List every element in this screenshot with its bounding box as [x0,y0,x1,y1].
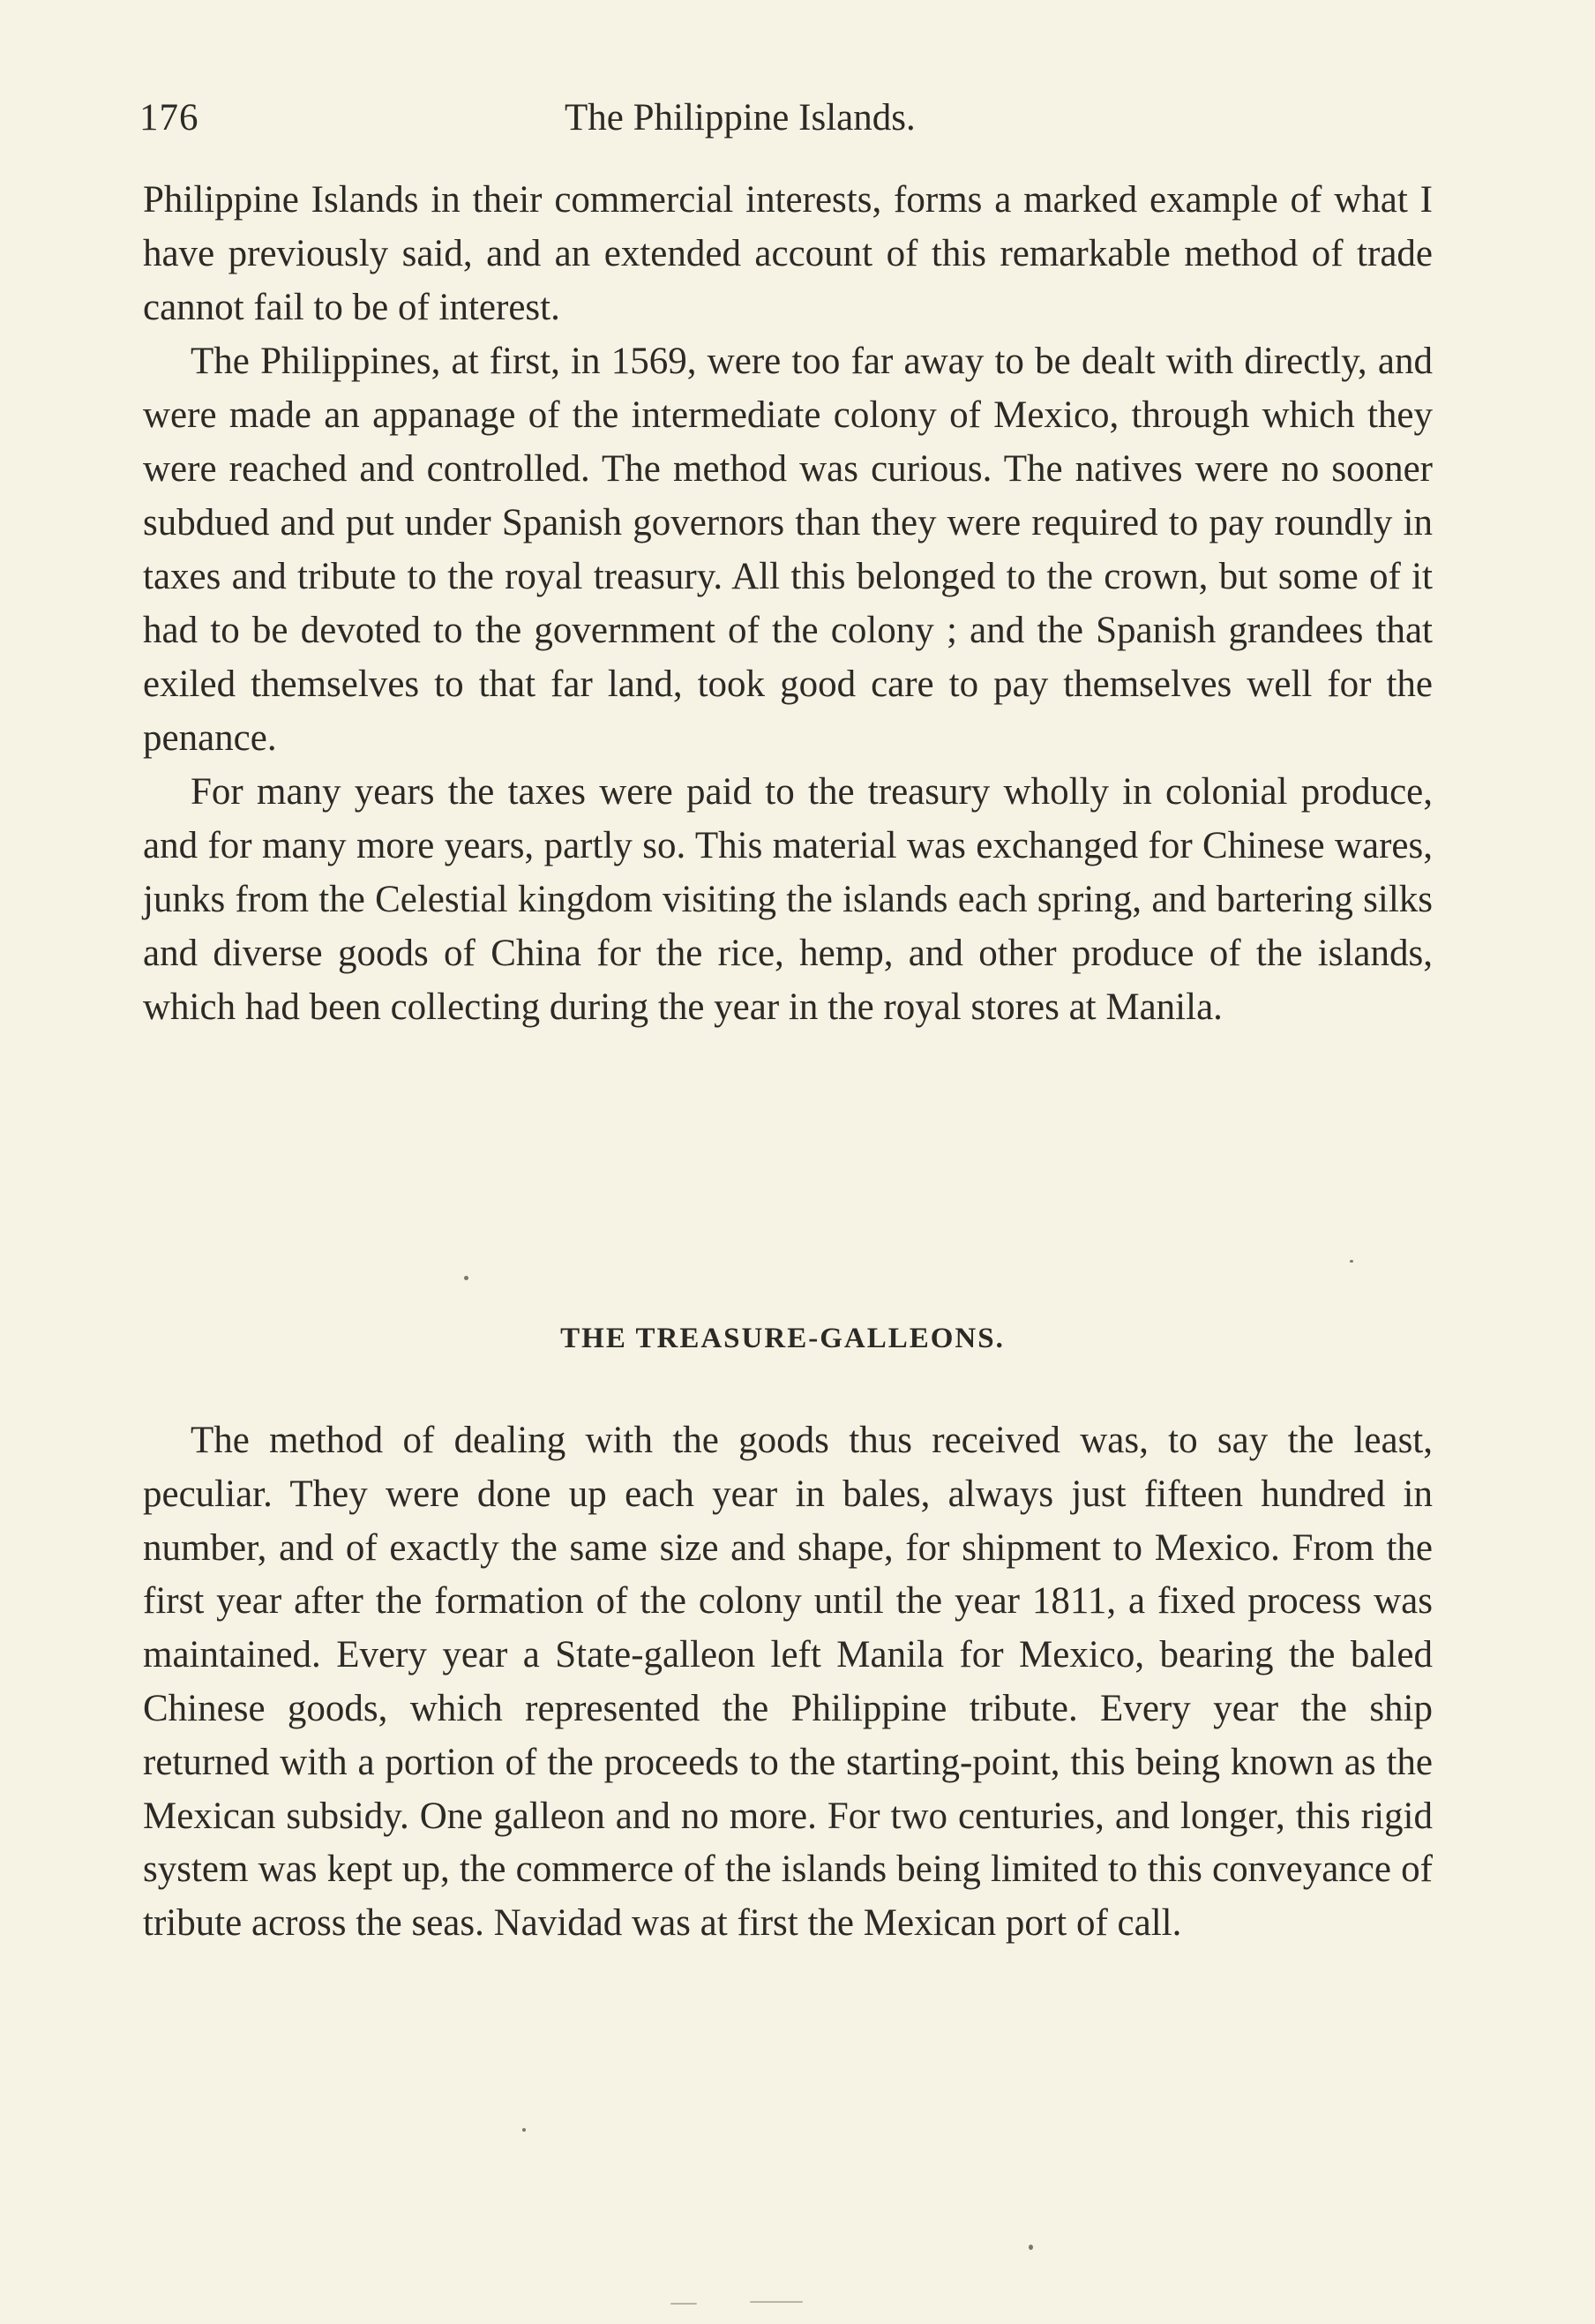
paper-speck [670,2303,697,2305]
paragraph-philippines-history: The Philippines, at first, in 1569, were too far away to be dealt with directly, and were made an appanage of the intermediate colony of Mexico, through which they were reached and controlled. The method was curious. The natives were no sooner subdued and put under Spanish governors than they were required to pay roundly in taxes and tribute to the royal treasury. All this belonged to the crown, but some of it had to be devoted to the government of the colony ; and the Spanish grandees that exiled themselves to that far land, took good care to pay themselves well for the penance. [143,341,1433,759]
paragraph-taxes-produce: For many years the taxes were paid to the treasury wholly in colonial produce, and for many more years, partly so. This material was exchanged for Chinese wares, junks from the Celestial kingdom visiting the islands each spring, and bartering silks and diverse goods of China for the rice, hemp, and other produce of the islands, which had been collecting during the year in the royal stores at Manila. [143,771,1433,1028]
body-text-top [143,173,1433,1034]
body-text-bottom [143,1414,1433,1951]
paper-speck [750,2301,803,2303]
paper-speck [522,2128,526,2132]
running-title: The Philippine Islands. [565,97,916,139]
page-number: 176 [139,97,199,139]
paper-speck [1029,2245,1033,2250]
paper-speck [1350,1260,1353,1263]
paper-speck [464,1276,468,1280]
paragraph-continued: Philippine Islands in their commercial interests, forms a marked example of what I have previously said, and an extended account of this remarkable method of trade cannot fail to be of interest. [143,179,1433,328]
paragraph-treasure-galleons: The method of dealing with the goods thus received was, to say the least, peculiar. They were done up each year in bales, always just fifteen hundred in number, and of exactly the same size and shape, for shipment to Mexico. From the first year after the formation of the colony until the year 1811, a fixed process was maintained. Every year a State-galleon left Manila for Mexico, bearing the baled Chinese goods, which represented the Philippine tribute. Every year the ship returned with a portion of the proceeds to the starting-point, this being known as the Mexican subsidy. One galleon and no more. For two centuries, and longer, this rigid system was kept up, the commerce of the islands being limited to this conveyance of tribute across the seas. Navidad was at first the Mexican port of call. [143,1420,1433,1945]
section-heading: THE TREASURE-GALLEONS. [560,1323,1005,1354]
running-head [139,92,1445,145]
